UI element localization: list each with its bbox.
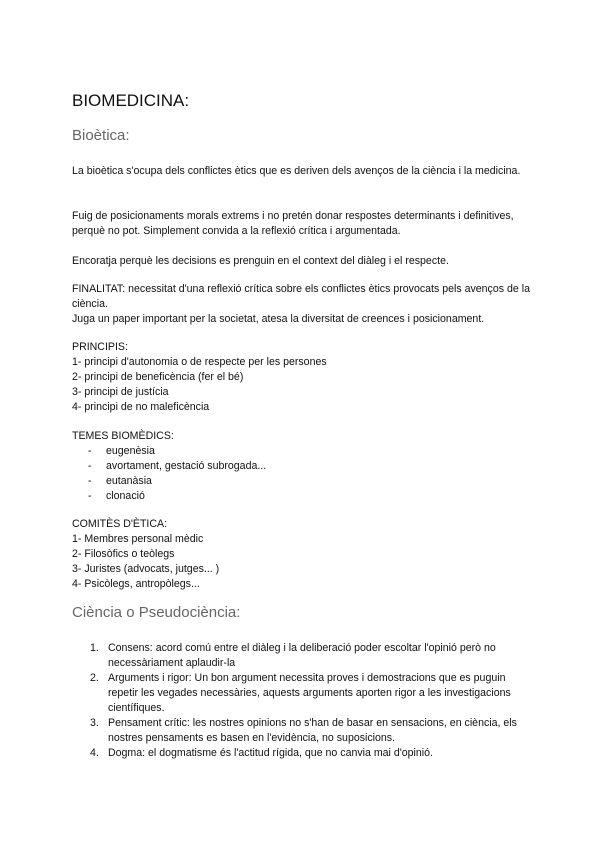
paragraph-bioetica-1: La bioètica s'ocupa dels conflictes ètics que es deriven dels avenços de la ciència i la medicina. — [72, 165, 521, 177]
temes-label: TEMES BIOMÈDICS: — [72, 430, 174, 442]
principis-label: PRINCIPIS: — [72, 341, 128, 353]
list-item: 4- principi de no maleficència — [72, 401, 210, 413]
list-item: 1- principi d'autonomia o de respecte per les persones — [72, 356, 327, 368]
paragraph-bioetica-2: Fuig de posicionaments morals extrems i no pretén donar respostes determinants i definitives, perquè no pot. Simplement convida a la reflexió crítica i argumentada. — [72, 210, 514, 237]
list-item: Arguments i rigor: Un bon argument necessita proves i demostracions que es puguin repetir les vegades necessàries, aquests arguments aporten rigor a les investigacions científiques. — [108, 672, 511, 714]
list-item: 4- Psicòlegs, antropòlegs... — [72, 578, 200, 590]
list-item: avortament, gestació subrogada... — [106, 460, 267, 472]
list-number: 2. — [90, 672, 99, 684]
bullet-dash: - — [88, 475, 92, 487]
list-item: eugenèsia — [106, 445, 155, 457]
bullet-dash: - — [88, 460, 92, 472]
list-item: Consens: acord comú entre el diàleg i la deliberació poder escoltar l'opinió però no necessàriament aplaudir-la — [108, 642, 496, 669]
list-item: Pensament crític: les nostres opinions no s'han de basar en sensacions, en ciència, els nostres pensaments es basen en l'evidència, no suposicions. — [108, 717, 517, 744]
list-item: clonació — [106, 490, 145, 502]
page-title: BIOMEDICINA: — [72, 91, 190, 110]
list-item: 2- Filosòfics o teòlegs — [72, 548, 175, 560]
bullet-dash: - — [88, 445, 92, 457]
comites-label: COMITÈS D'ÈTICA: — [72, 518, 168, 530]
list-item: 3- Juristes (advocats, jutges... ) — [72, 563, 220, 575]
list-number: 3. — [90, 717, 99, 729]
section-heading-bioetica: Bioètica: — [72, 127, 130, 144]
list-number: 4. — [90, 747, 99, 759]
list-item: eutanàsia — [106, 475, 152, 487]
paragraph-bioetica-3: Encoratja perquè les decisions es prenguin en el context del diàleg i el respecte. — [72, 255, 449, 267]
paragraph-finalitat: FINALITAT: necessitat d'una reflexió crítica sobre els conflictes ètics provocats pels avenços de la ciència. — [72, 283, 530, 310]
list-item: 2- principi de beneficència (fer el bé) — [72, 371, 244, 383]
list-item: 1- Membres personal mèdic — [72, 533, 204, 545]
list-item: Dogma: el dogmatisme és l'actitud rígida, que no canvia mai d'opinió. — [108, 747, 433, 759]
list-item: 3- principi de justícia — [72, 386, 169, 398]
list-number: 1. — [90, 642, 99, 654]
section-heading-ciencia: Ciència o Pseudociència: — [72, 604, 241, 621]
bullet-dash: - — [88, 490, 92, 502]
paragraph-paper-societat: Juga un paper important per la societat, atesa la diversitat de creences i posicionament. — [72, 313, 485, 325]
